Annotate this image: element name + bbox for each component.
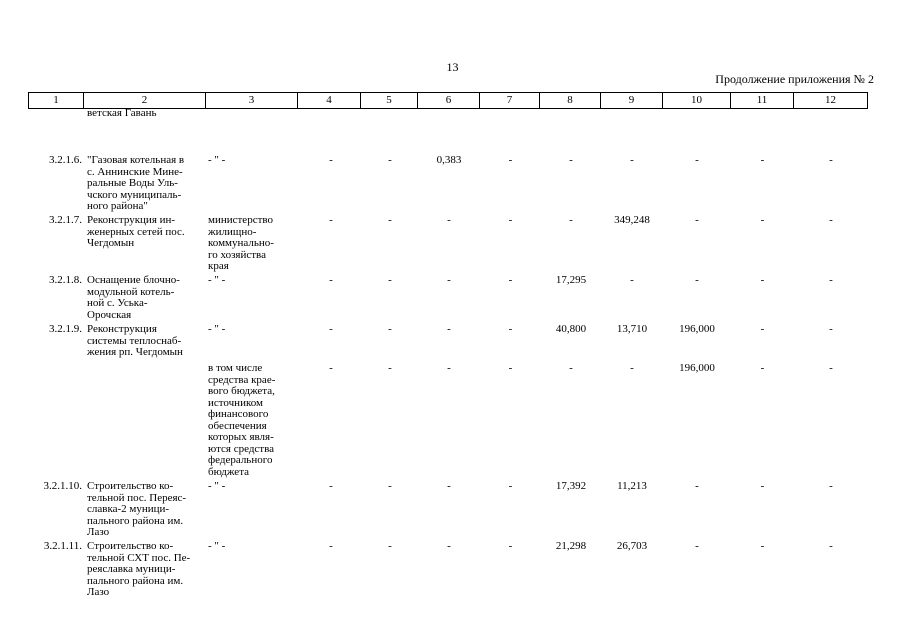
row-value: - — [388, 214, 392, 226]
row-value: 40,800 — [555, 323, 587, 335]
row-value: 349,248 — [614, 214, 650, 226]
row-executor — [208, 324, 296, 336]
row-value: - — [388, 274, 392, 286]
row-value: - — [329, 362, 333, 374]
continuation-label: Продолжение приложения № 2 — [715, 72, 874, 86]
row-name-line: Реконструкция — [87, 323, 157, 335]
row-name-line: реяславка муници- — [87, 563, 176, 575]
row-executor-line: - " - — [208, 274, 226, 286]
row-name-line: пального района им. — [87, 514, 184, 527]
row-name — [87, 481, 204, 539]
column-header: 3 — [206, 93, 298, 109]
row-name-line: Чегдомын — [87, 237, 135, 249]
row-executor-line: края — [208, 260, 229, 272]
column-header: 9 — [601, 93, 663, 109]
row-value: - — [695, 540, 699, 552]
row-value: - — [569, 154, 573, 166]
row-value: - — [388, 323, 392, 335]
row-value: - — [508, 540, 513, 552]
row-value: - — [508, 362, 513, 374]
row-executor-line: финансового — [208, 408, 269, 420]
row-value: 196,000 — [679, 362, 715, 374]
row-value: - — [829, 274, 833, 286]
row-value: - — [760, 323, 765, 335]
row-executor-line: федерального — [208, 454, 273, 466]
row-executor-line: - " - — [208, 154, 226, 166]
row-executor-line: министерство — [208, 214, 274, 226]
row-code: 3.2.1.6. — [49, 154, 82, 166]
row-code: 3.2.1.7. — [49, 214, 82, 226]
row-code: 3.2.1.9. — [49, 323, 82, 335]
row-value: - — [760, 214, 765, 226]
row-value: - — [329, 540, 333, 552]
column-header: 8 — [540, 93, 601, 109]
row-value: - — [630, 274, 634, 286]
row-name-line: тельной пос. Переяс- — [87, 491, 187, 504]
row-value: 17,392 — [555, 480, 587, 492]
row-value: - — [829, 214, 833, 226]
row-executor-line: - " - — [208, 323, 226, 335]
row-code: 3.2.1.8. — [49, 274, 82, 286]
row-value: - — [829, 480, 833, 492]
row-name-line: славка-2 муници- — [87, 503, 170, 515]
row-name-line: Орочская — [87, 308, 132, 321]
row-value: - — [829, 154, 833, 166]
row-value: - — [508, 214, 513, 226]
row-code: 3.2.1.10. — [43, 480, 82, 492]
row-name — [87, 215, 204, 250]
row-value: - — [388, 480, 392, 492]
row-name-line: с. Аннинские Мине- — [87, 165, 183, 178]
row-value: - — [508, 154, 513, 166]
row-value: - — [569, 214, 573, 226]
row-value: - — [329, 323, 333, 335]
row-executor — [208, 155, 296, 167]
row-value: - — [329, 480, 333, 492]
row-executor-line: жилищно- — [208, 225, 257, 238]
row-value: - — [760, 362, 765, 374]
row-name-line: ной с. Уська- — [87, 297, 148, 309]
row-value: 17,295 — [555, 274, 587, 286]
row-value: - — [695, 480, 699, 492]
row-name-line: "Газовая котельная в — [87, 154, 185, 166]
row-value: - — [388, 154, 392, 166]
row-value: 13,710 — [616, 323, 648, 335]
column-header: 12 — [794, 93, 868, 109]
column-header: 11 — [731, 93, 794, 109]
row-executor-line: - " - — [208, 480, 226, 492]
row-name — [87, 275, 204, 321]
row-name-line: Строительство ко- — [87, 540, 174, 552]
row-value: - — [630, 362, 634, 374]
row-value: - — [695, 214, 699, 226]
row-value: - — [447, 214, 451, 226]
row-value: - — [447, 323, 451, 335]
row-value: - — [508, 323, 513, 335]
row-name-line: Лазо — [87, 526, 110, 538]
row-value: - — [329, 214, 333, 226]
row-name-line: женерных сетей пос. — [87, 225, 185, 238]
row-executor-line: средства крае- — [208, 373, 276, 386]
row-value: - — [329, 274, 333, 286]
row-name-line: ральные Воды Уль- — [87, 177, 178, 189]
row-executor — [208, 541, 296, 553]
row-value: - — [447, 362, 451, 374]
row-name-line: Строительство ко- — [87, 480, 174, 492]
row-value: - — [630, 154, 634, 166]
row-value: - — [760, 480, 765, 492]
row-value: 196,000 — [679, 323, 715, 335]
column-header: 6 — [418, 93, 480, 109]
row-executor-line: в том числе — [208, 362, 263, 374]
row-executor-line: - " - — [208, 540, 226, 552]
row-executor — [208, 363, 296, 478]
row-value: - — [695, 274, 699, 286]
row-name — [87, 324, 204, 359]
row-executor-line: го хозяйства — [208, 248, 266, 261]
column-header: 7 — [480, 93, 540, 109]
row-value: - — [447, 480, 451, 492]
row-name-line: чского муниципаль- — [87, 188, 182, 201]
column-header: 4 — [298, 93, 361, 109]
row-value: 21,298 — [555, 540, 587, 552]
page-number: 13 — [446, 60, 459, 74]
row-executor-line: ются средства — [208, 442, 275, 455]
row-name-line: Лазо — [87, 586, 110, 598]
row-name-line: ного района" — [87, 200, 148, 212]
row-value: - — [829, 323, 833, 335]
carryover-text: ветская Гавань — [87, 107, 157, 119]
row-executor-line: коммунально- — [208, 237, 274, 249]
row-value: - — [569, 362, 573, 374]
row-name-line: жения рп. Чегдомын — [87, 346, 183, 358]
row-value: - — [829, 540, 833, 552]
row-executor — [208, 481, 296, 493]
row-executor-line: вого бюджета, — [208, 385, 275, 397]
row-value: - — [508, 274, 513, 286]
row-value: - — [760, 540, 765, 552]
row-name-line: Оснащение блочно- — [87, 274, 180, 286]
row-name-line: Реконструкция ин- — [87, 214, 176, 226]
row-value: - — [760, 274, 765, 286]
row-name-line: модульной котель- — [87, 285, 175, 298]
row-name-line: пального района им. — [87, 574, 184, 587]
row-name — [87, 541, 204, 599]
column-header: 5 — [361, 93, 418, 109]
row-value: 0,383 — [436, 154, 462, 166]
row-value: - — [388, 362, 392, 374]
row-value: - — [829, 362, 833, 374]
row-name-line: тельной СХТ пос. Пе- — [87, 551, 191, 564]
row-executor — [208, 275, 296, 287]
row-value: - — [329, 154, 333, 166]
row-executor-line: которых явля- — [208, 431, 274, 443]
row-name — [87, 155, 204, 213]
column-header: 10 — [663, 93, 731, 109]
row-executor-line: обеспечения — [208, 419, 267, 432]
row-executor-line: бюджета — [208, 465, 250, 478]
row-value: - — [760, 154, 765, 166]
row-value: - — [508, 480, 513, 492]
row-executor — [208, 215, 296, 273]
column-header: 2 — [84, 93, 206, 109]
column-header: 1 — [29, 93, 84, 109]
row-value: - — [447, 540, 451, 552]
row-value: 11,213 — [617, 480, 647, 492]
row-value: - — [447, 274, 451, 286]
row-value: - — [388, 540, 392, 552]
row-value: - — [695, 154, 699, 166]
row-name-line: системы теплоснаб- — [87, 334, 182, 347]
row-value: 26,703 — [616, 540, 648, 552]
row-executor-line: источником — [208, 396, 263, 409]
row-code: 3.2.1.11. — [43, 540, 82, 552]
